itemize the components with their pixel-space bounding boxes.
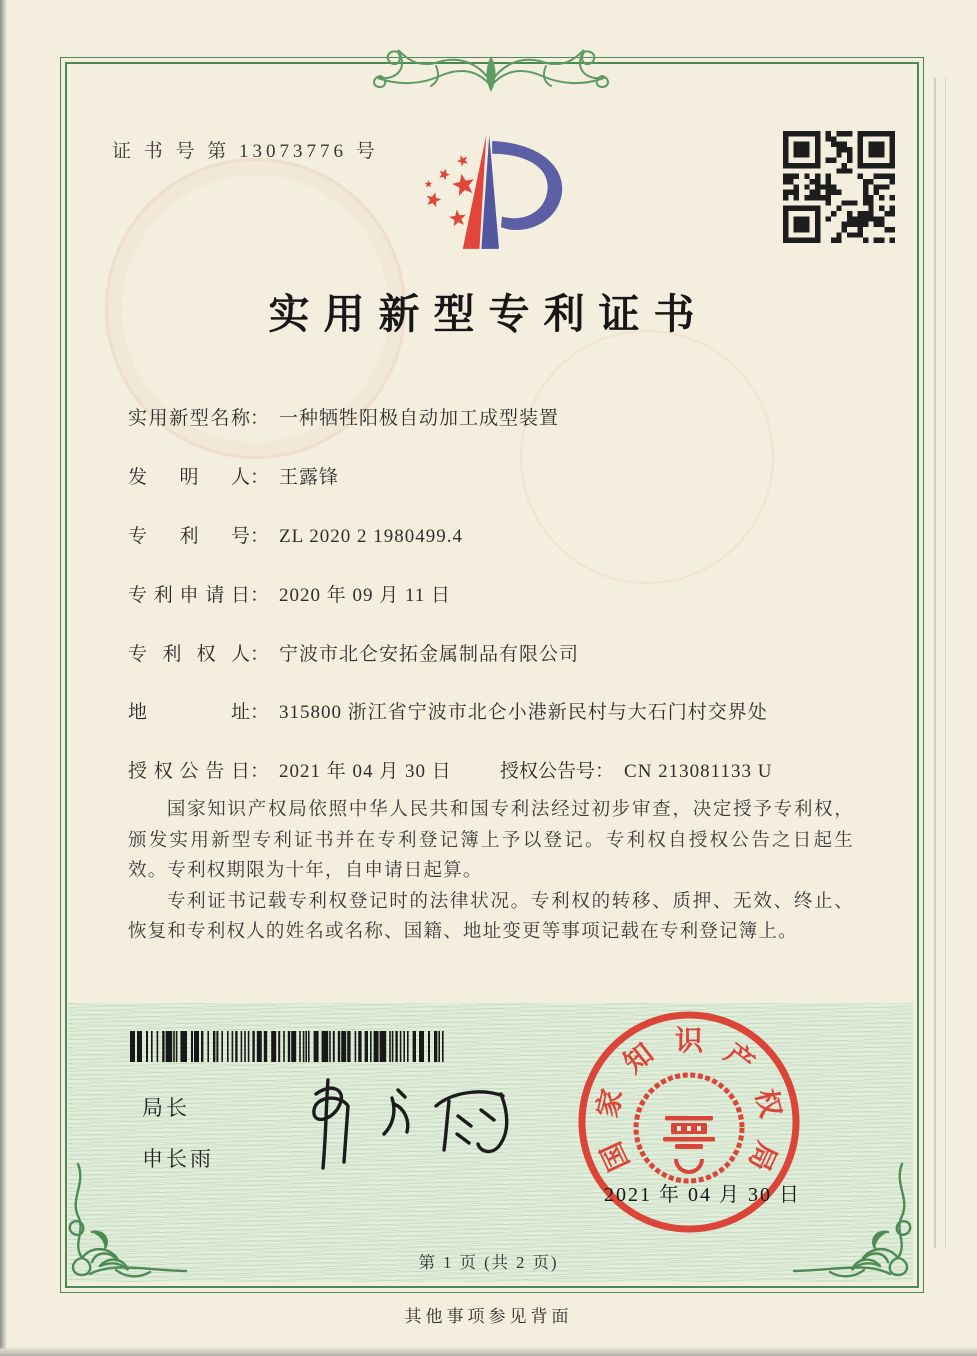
field-label: 地 址 bbox=[128, 702, 250, 723]
field-value: 宁波市北仑安拓金属制品有限公司 bbox=[279, 644, 580, 665]
field-value: CN 213081133 U bbox=[624, 761, 773, 782]
scan-edge-artifact bbox=[0, 1347, 977, 1356]
signatory-title: 局长 bbox=[142, 1096, 190, 1120]
border-ornament-icon bbox=[340, 36, 642, 106]
colon: ： bbox=[250, 702, 270, 723]
scan-edge-artifact bbox=[0, 0, 7, 1356]
field-value: 一种牺牲阳极自动加工成型装置 bbox=[279, 408, 560, 429]
field-row-patent-number bbox=[128, 521, 868, 548]
corner-ornament-icon bbox=[56, 1162, 188, 1294]
colon: ： bbox=[250, 408, 270, 429]
corner-ornament-icon bbox=[792, 1162, 924, 1294]
colon: ： bbox=[250, 467, 270, 488]
field-row-patentee bbox=[128, 639, 868, 666]
legal-text bbox=[128, 795, 854, 948]
legal-paragraph: 国家知识产权局依照中华人民共和国专利法经过初步审查，决定授予专利权，颁发实用新型专利证书并在专利登记簿上予以登记。专利权自授权公告之日起生效。专利权期限为十年，自申请日起算。 bbox=[128, 800, 854, 881]
field-label: 专利申请日 bbox=[128, 585, 250, 606]
field-row-grant bbox=[128, 756, 868, 783]
svg-text:权: 权 bbox=[749, 1086, 786, 1121]
field-value: 王露锋 bbox=[279, 467, 340, 488]
legal-paragraph: 专利证书记载专利权登记时的法律状况。专利权的转移、质押、无效、终止、恢复和专利权人的姓名或名称、国籍、地址变更等事项记载在专利登记簿上。 bbox=[128, 891, 854, 942]
colon: ： bbox=[250, 644, 270, 665]
svg-text:产: 产 bbox=[718, 1038, 760, 1080]
field-label: 授权公告日 bbox=[128, 761, 250, 782]
scan-edge-artifact bbox=[934, 78, 946, 1248]
field-value: 315800 浙江省宁波市北仑小港新民村与大石门村交界处 bbox=[279, 702, 768, 723]
field-value: ZL 2020 2 1980499.4 bbox=[279, 526, 464, 547]
qr-code bbox=[783, 131, 895, 243]
colon: ： bbox=[250, 761, 270, 782]
colon: ： bbox=[595, 761, 615, 782]
svg-text:识: 识 bbox=[674, 1026, 704, 1057]
field-value: 2020 年 09 月 11 日 bbox=[279, 585, 452, 606]
field-row-inventor bbox=[128, 462, 868, 489]
field-label: 专 利 权 人 bbox=[128, 644, 250, 665]
colon: ： bbox=[250, 585, 270, 606]
field-label: 发 明 人 bbox=[128, 467, 250, 488]
field-value: 2021 年 04 月 30 日 bbox=[279, 761, 452, 782]
svg-text:家: 家 bbox=[592, 1086, 629, 1121]
seal-date: 2021 年 04 月 30 日 bbox=[604, 1184, 801, 1206]
field-row-address bbox=[128, 697, 868, 724]
svg-text:局: 局 bbox=[741, 1136, 782, 1176]
field-label: 实用新型名称 bbox=[128, 408, 250, 429]
svg-text:知: 知 bbox=[618, 1038, 660, 1080]
back-note: 其他事项参见背面 bbox=[404, 1307, 573, 1326]
cnipa-patent-logo-icon bbox=[402, 122, 598, 264]
signatory-name: 申长雨 bbox=[142, 1147, 214, 1171]
field-pair-grant-number bbox=[500, 756, 772, 783]
certificate-number: 证 书 号 第 13073776 号 bbox=[112, 141, 379, 162]
svg-text:国: 国 bbox=[596, 1136, 637, 1176]
field-row-filing-date bbox=[128, 580, 868, 607]
page-number: 第 1 页 (共 2 页) bbox=[418, 1253, 559, 1272]
barcode bbox=[128, 1031, 450, 1062]
handwritten-signature-icon bbox=[286, 1074, 526, 1178]
colon: ： bbox=[250, 526, 270, 547]
field-label: 授权公告号 bbox=[500, 761, 596, 782]
field-label: 专 利 号 bbox=[128, 526, 250, 547]
field-row-name bbox=[128, 403, 868, 430]
certificate-title: 实用新型专利证书 bbox=[268, 291, 709, 337]
